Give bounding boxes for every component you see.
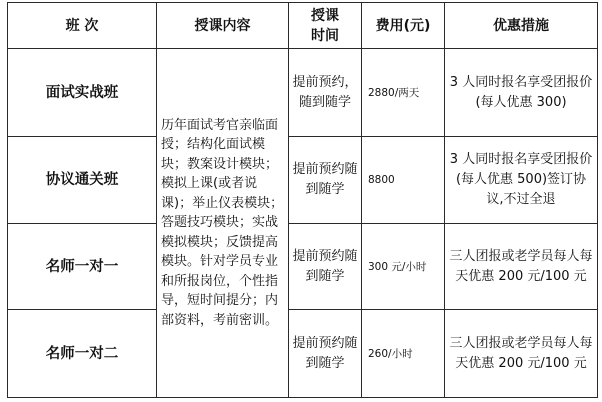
schedule-cell: 提前预约随到随学 [289,224,362,310]
course-fee-table [7,2,598,398]
schedule-cell: 提前预约，随到随学 [289,49,362,137]
header-fee: 费用(元) [362,3,445,49]
table-row [8,49,598,137]
class-name-cell: 面试实战班 [8,49,157,137]
discount-cell: 3 人同时报名享受团报价(每人优惠 500)签订协议,不过全退 [445,137,598,224]
header-content: 授课内容 [157,3,289,49]
fee-cell: 300 元/小时 [362,224,445,310]
course-content-cell: 历年面试考官亲临面授；结构化面试模块；教案设计模块；模拟上课(或者说课)；举止仪表模块；答题技巧模块；实战模拟模块；反馈提高模块。针对学员专业和所报岗位，个性指导，短时间提分；内部资料，考前密训。 [157,49,289,398]
class-name-cell: 名师一对一 [8,224,157,310]
header-row [8,3,598,49]
class-name-cell: 协议通关班 [8,137,157,224]
schedule-cell: 提前预约随到随学 [289,137,362,224]
table-row [8,224,598,310]
table-row [8,310,598,398]
discount-cell: 三人团报或老学员每人每天优惠 200 元/100 元 [445,224,598,310]
fee-cell: 8800 [362,137,445,224]
table-row [8,137,598,224]
header-time [289,3,362,49]
header-discount: 优惠措施 [445,3,598,49]
discount-cell: 三人团报或老学员每人每天优惠 200 元/100 元 [445,310,598,398]
class-name-cell: 名师一对二 [8,310,157,398]
fee-cell: 260/小时 [362,310,445,398]
header-time-line2: 时间 [311,27,339,44]
schedule-cell: 提前预约随到随学 [289,310,362,398]
header-class: 班 次 [8,3,157,49]
header-time-line1: 授课 [311,7,339,24]
discount-cell: 3 人同时报名享受团报价(每人优惠 300) [445,49,598,137]
fee-cell: 2880/两天 [362,49,445,137]
